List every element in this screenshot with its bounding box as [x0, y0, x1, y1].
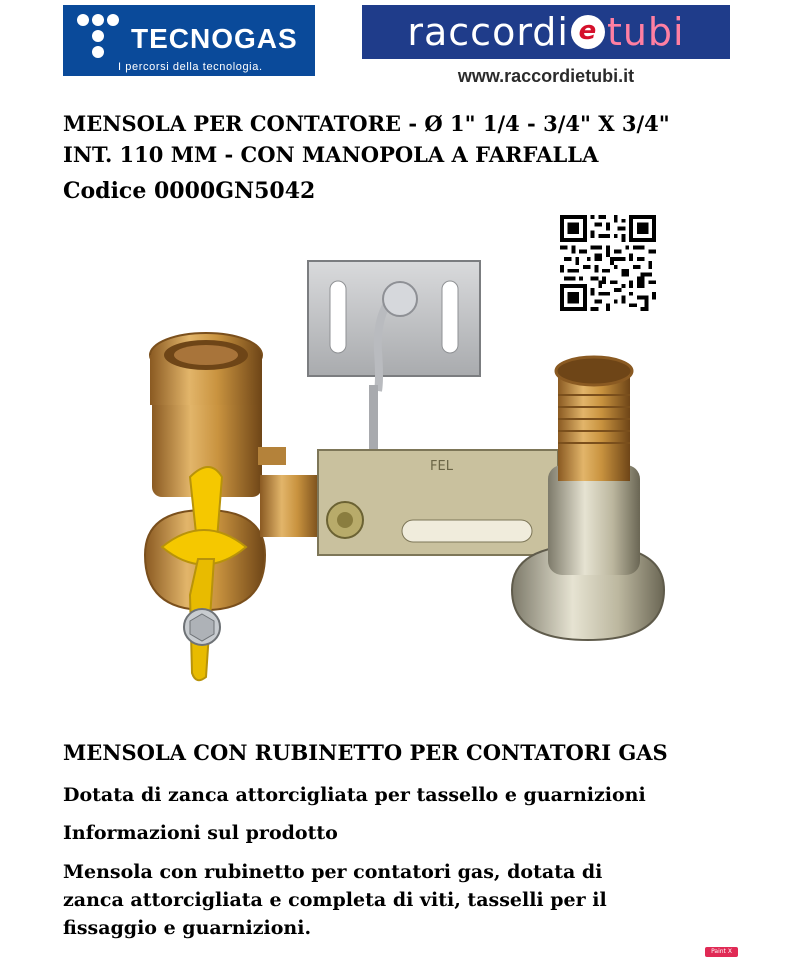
right-fitting-body [548, 465, 640, 575]
product-code: Codice 0000GN5042 [63, 178, 316, 204]
tecnogas-brand-name: TECNOGAS [131, 23, 298, 54]
product-title-line-1: MENSOLA PER CONTATORE - Ø 1" 1/4 - 3/4" X 3/4" [63, 111, 670, 136]
bracket-engraving: FEL [430, 459, 453, 474]
tecnogas-tagline: I percorsi della tecnologia. [118, 61, 263, 73]
tecnogas-logo [63, 5, 315, 76]
info-label: Informazioni sul prodotto [63, 822, 338, 844]
raccordietubi-logo [362, 5, 730, 59]
site-url: www.raccordietubi.it [457, 66, 635, 86]
editor-watermark-badge: Paint X Lite [705, 947, 738, 957]
product-title [63, 108, 753, 170]
tecnogas-dots-icon [74, 12, 124, 60]
feature-line: Dotata di zanca attorcigliata per tassello e guarnizioni [63, 784, 646, 806]
logo-word-tubi: tubi [606, 10, 685, 54]
product-description: Mensola con rubinetto per contatori gas, dotata di zanca attorcigliata e completa di viti, tasselli per il fissaggio e guarnizioni. [63, 861, 607, 939]
logo-word-raccordi: raccordi [407, 10, 569, 54]
logo-e-badge: e [571, 15, 605, 49]
section-heading: MENSOLA CON RUBINETTO PER CONTATORI GAS [63, 740, 668, 765]
product-photo [140, 255, 685, 720]
product-title-line-2: INT. 110 MM - CON MANOPOLA A FARFALLA [63, 142, 599, 167]
